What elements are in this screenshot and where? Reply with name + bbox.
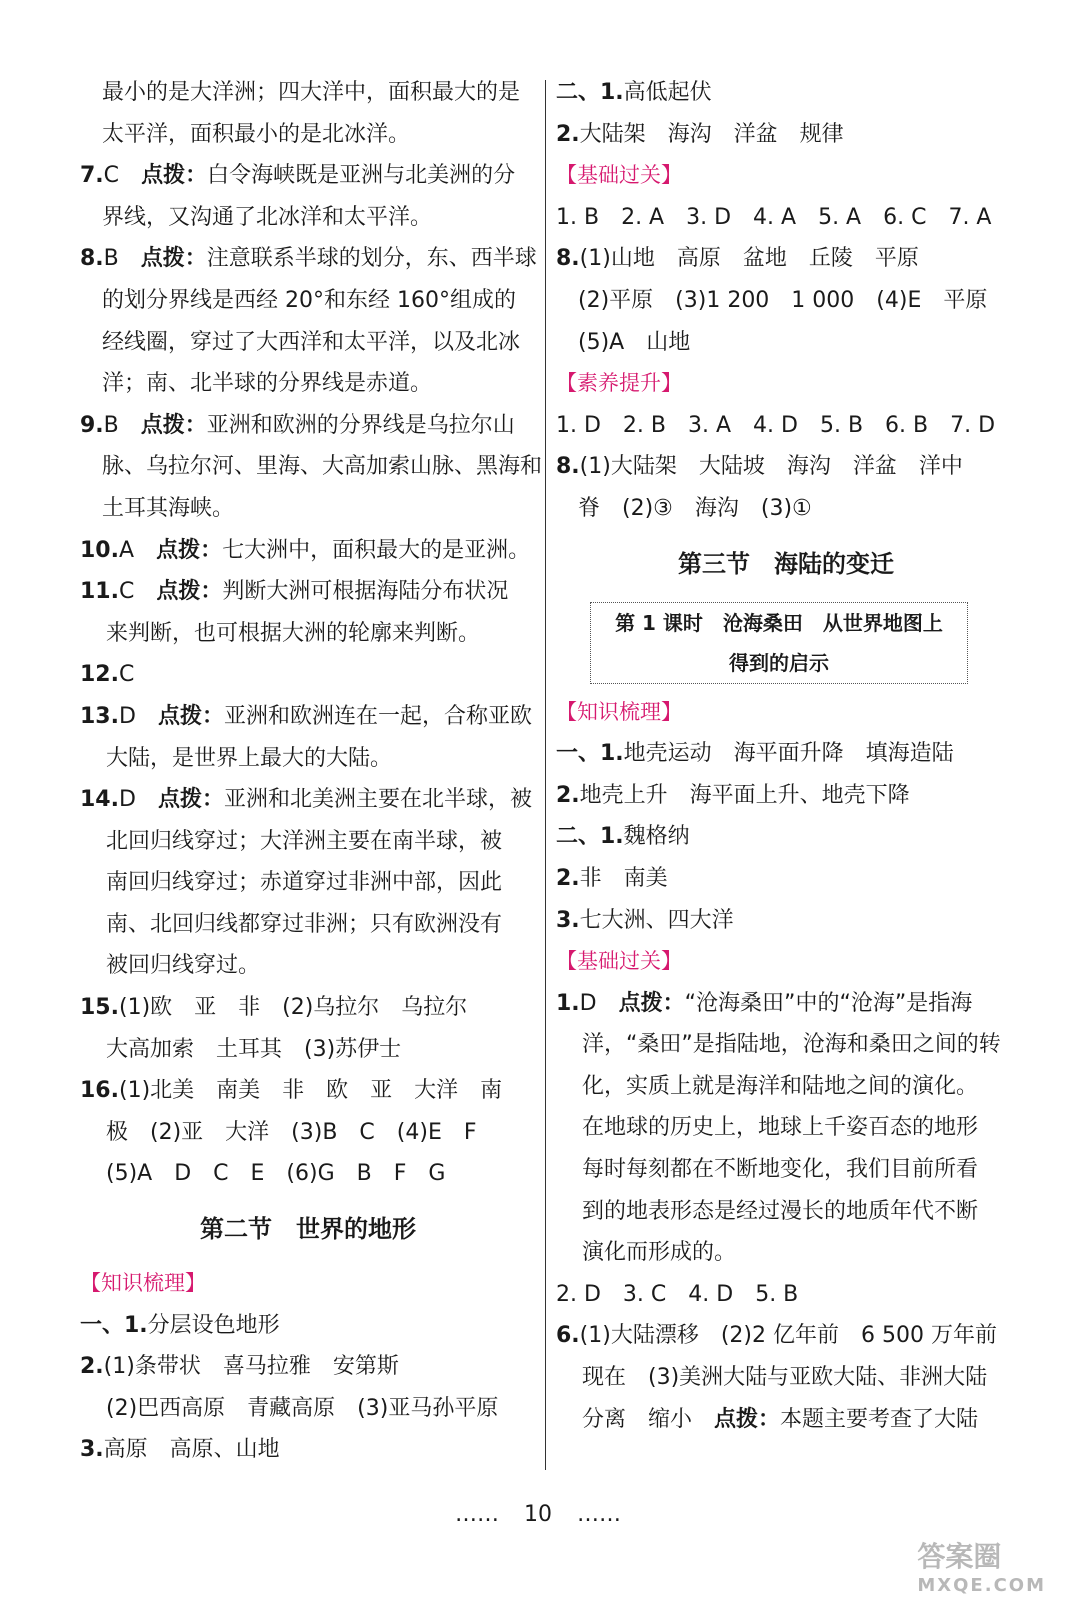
answer-line: 二、1.魏格纳 bbox=[556, 824, 690, 850]
watermark-logo: 答案圈 MXQE.COM bbox=[917, 1540, 1046, 1596]
text-line: 南、北回归线都穿过非洲；只有欧洲没有 bbox=[106, 911, 503, 937]
answer-8: 8.(1)大陆架 大陆坡 海沟 洋盆 洋中 bbox=[556, 454, 963, 480]
text-line: 来判断，也可根据大洲的轮廓来判断。 bbox=[106, 620, 481, 646]
text-line: 在地球的历史上，地球上千姿百态的地形 bbox=[582, 1115, 979, 1141]
footer-dots: …… bbox=[455, 1502, 499, 1527]
text-line: (2)平原 (3)1 200 1 000 (4)E 平原 bbox=[578, 287, 988, 313]
lesson-title: 得到的启示 bbox=[729, 650, 829, 675]
section-tag: 【基础过关】 bbox=[556, 949, 682, 974]
answer-1: 1.D 点拨：“沧海桑田”中的“沧海”是指海 bbox=[556, 990, 973, 1016]
answer-line: 2.地壳上升 海平面上升、地壳下降 bbox=[556, 782, 910, 808]
text-line: (2)巴西高原 青藏高原 (3)亚马孙平原 bbox=[106, 1395, 499, 1421]
answer-8: 8.B 点拨：注意联系半球的划分，东、西半球 bbox=[80, 246, 537, 272]
text-line: 洋，“桑田”是指陆地，沧海和桑田之间的转 bbox=[582, 1032, 1001, 1058]
answer-line: 1. D 2. B 3. A 4. D 5. B 6. B 7. D bbox=[556, 412, 996, 438]
answer-line: 2.(1)条带状 喜马拉雅 安第斯 bbox=[80, 1354, 399, 1380]
section-tag: 【素养提升】 bbox=[556, 371, 682, 396]
text-line: 脊 (2)③ 海沟 (3)① bbox=[578, 495, 812, 521]
answer-line: 1. B 2. A 3. D 4. A 5. A 6. C 7. A bbox=[556, 204, 992, 230]
text-line: 现在 (3)美洲大陆与亚欧大陆、非洲大陆 bbox=[582, 1365, 988, 1391]
text-line: 太平洋，面积最小的是北冰洋。 bbox=[102, 121, 411, 147]
text-line: 被回归线穿过。 bbox=[106, 953, 261, 979]
answer-13: 13.D 点拨：亚洲和欧洲连在一起，合称亚欧 bbox=[80, 703, 532, 729]
footer-dots: …… bbox=[577, 1502, 621, 1527]
answer-12: 12.C bbox=[80, 662, 135, 688]
answer-6: 6.(1)大陆漂移 (2)2 亿年前 6 500 万年前 bbox=[556, 1323, 997, 1349]
left-column bbox=[80, 72, 543, 1471]
answer-8: 8.(1)山地 高原 盆地 丘陵 平原 bbox=[556, 246, 919, 272]
text-line: 北回归线穿过；大洋洲主要在南半球，被 bbox=[106, 828, 503, 854]
answer-10: 10.A 点拨：七大洲中，面积最大的是亚洲。 bbox=[80, 537, 531, 563]
answer-16: 16.(1)北美 南美 非 欧 亚 大洋 南 bbox=[80, 1078, 503, 1104]
text-line: 分离 缩小 点拨：本题主要考查了大陆 bbox=[582, 1406, 979, 1432]
text-line: 每时每刻都在不断地变化，我们目前所看 bbox=[582, 1157, 979, 1183]
page-number: 10 bbox=[524, 1502, 552, 1527]
text-line: 大陆，是世界上最大的大陆。 bbox=[106, 745, 393, 771]
answer-line: 2.非 南美 bbox=[556, 865, 668, 891]
text-line: 界线，又沟通了北冰洋和太平洋。 bbox=[102, 204, 433, 230]
text-line: (5)A 山地 bbox=[578, 329, 691, 355]
answer-line: 2.大陆架 海沟 洋盆 规律 bbox=[556, 121, 844, 147]
answer-line: 一、1.地壳运动 海平面升降 填海造陆 bbox=[556, 741, 954, 767]
answer-7: 7.C 点拨：白令海峡既是亚洲与北美洲的分 bbox=[80, 163, 516, 189]
section-tag: 【知识梳理】 bbox=[556, 699, 682, 724]
text-line: 最小的是大洋洲；四大洋中，面积最大的是 bbox=[102, 80, 521, 105]
column-divider bbox=[545, 80, 546, 1470]
right-column bbox=[556, 72, 1016, 1440]
section-tag: 【基础过关】 bbox=[556, 163, 682, 188]
answer-line: 二、1.高低起伏 bbox=[556, 80, 712, 105]
answer-9: 9.B 点拨：亚洲和欧洲的分界线是乌拉尔山 bbox=[80, 412, 515, 438]
text-line: 到的地表形态是经过漫长的地质年代不断 bbox=[582, 1198, 979, 1224]
text-line: 土耳其海峡。 bbox=[102, 495, 235, 521]
text-line: 化，实质上就是海洋和陆地之间的演化。 bbox=[582, 1073, 979, 1099]
text-line: 经线圈，穿过了大西洋和太平洋，以及北冰 bbox=[102, 329, 521, 355]
text-line: 脉、乌拉尔河、里海、大高加索山脉、黑海和 bbox=[102, 454, 543, 480]
text-line: 极 (2)亚 大洋 (3)B C (4)E F bbox=[106, 1119, 477, 1145]
answer-15: 15.(1)欧 亚 非 (2)乌拉尔 乌拉尔 bbox=[80, 995, 468, 1021]
answer-line: 一、1.分层设色地形 bbox=[80, 1312, 280, 1338]
answer-11: 11.C 点拨：判断大洲可根据海陆分布状况 bbox=[80, 579, 509, 605]
answer-line: 3.高原 高原、山地 bbox=[80, 1437, 280, 1463]
section-tag: 【知识梳理】 bbox=[80, 1271, 206, 1296]
lesson-title: 第 1 课时 沧海桑田 从世界地图上 bbox=[615, 610, 943, 635]
text-line: 演化而形成的。 bbox=[582, 1240, 737, 1266]
answer-line: 3.七大洲、四大洋 bbox=[556, 907, 734, 933]
text-line: 洋；南、北半球的分界线是赤道。 bbox=[102, 371, 433, 397]
section-heading: 第二节 世界的地形 bbox=[200, 1214, 416, 1244]
page-footer bbox=[0, 1502, 1076, 1527]
text-line: 的划分界线是西经 20°和东经 160°组成的 bbox=[102, 287, 516, 313]
lesson-title-box bbox=[590, 602, 968, 684]
text-line: 大高加索 土耳其 (3)苏伊士 bbox=[106, 1036, 402, 1062]
answer-14: 14.D 点拨：亚洲和北美洲主要在北半球，被 bbox=[80, 787, 532, 813]
section-heading: 第三节 海陆的变迁 bbox=[678, 548, 894, 578]
text-line: 南回归线穿过；赤道穿过非洲中部，因此 bbox=[106, 870, 503, 896]
answer-line: 2. D 3. C 4. D 5. B bbox=[556, 1281, 799, 1307]
text-line: (5)A D C E (6)G B F G bbox=[106, 1161, 446, 1187]
